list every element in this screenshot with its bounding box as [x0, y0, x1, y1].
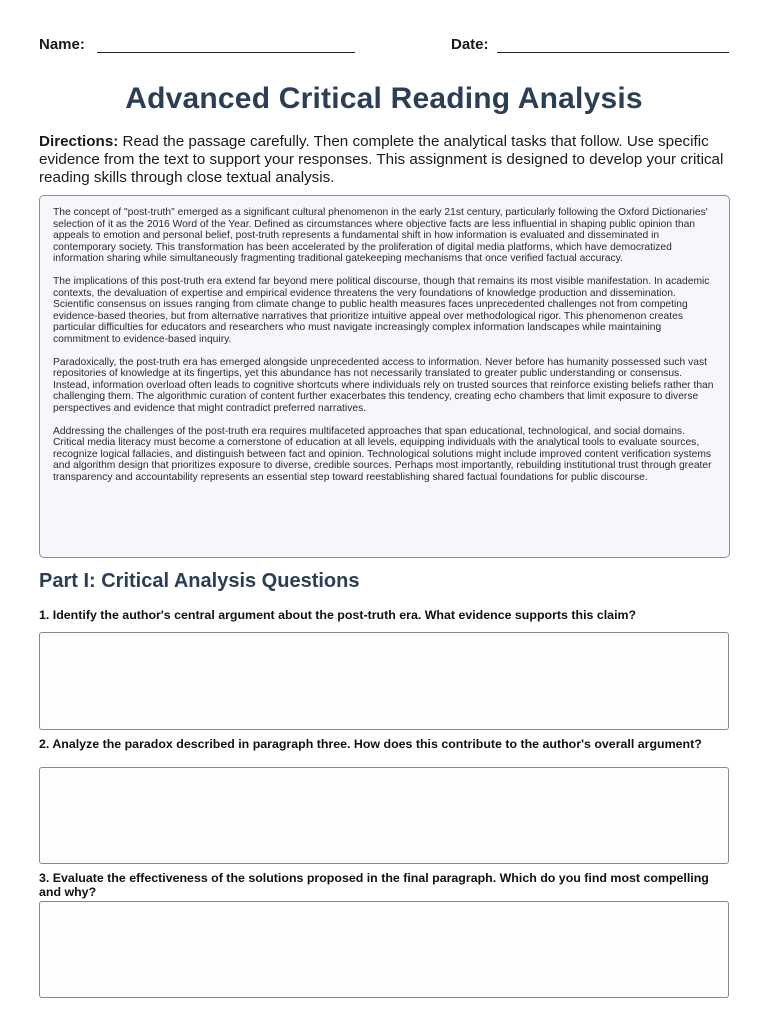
directions-text: Read the passage carefully. Then complete the analytical tasks that follow. Use specific evidence from the text to support your responses. This assignment is designed to develop your critical reading skills through close textual analysis.	[39, 133, 724, 186]
page-title: Advanced Critical Reading Analysis	[125, 82, 643, 115]
passage-box	[39, 195, 730, 558]
directions-label: Directions:	[39, 133, 119, 150]
name-line[interactable]	[97, 52, 355, 53]
passage-paragraph-4: Addressing the challenges of the post-truth era requires multifaceted approaches that span educational, technological, and social domains. Critical media literacy must become a cornerstone of education at all levels, equipping individuals with the analytical tools to evaluate sources, recognize logical fallacies, and distinguish between fact and opinion. Technological solutions might include improved content verification systems and algorithm design that prioritizes exposure to diverse, credible sources. Perhaps most importantly, rebuilding institutional trust through greater transparency and accountability represents an essential step toward reestablishing shared factual foundations for public discourse.	[53, 425, 712, 483]
passage-paragraph-3: Paradoxically, the post-truth era has emerged alongside unprecedented access to information. Never before has humanity possessed such vast repositories of knowledge at its fingertips, yet this abundance has not necessarily translated to greater public understanding or consensus. Instead, information overload often leads to cognitive shortcuts where individuals rely on trusted sources that reinforce existing beliefs rather than challenging them. The algorithmic curation of content further exacerbates this tendency, creating echo chambers that limit exposure to diverse perspectives and evidence that might contradict preferred narratives.	[53, 356, 714, 414]
date-line[interactable]	[497, 52, 729, 53]
answer-box-3[interactable]	[39, 901, 729, 998]
section-title: Part I: Critical Analysis Questions	[39, 570, 360, 592]
passage-paragraph-1: The concept of "post-truth" emerged as a significant cultural phenomenon in the early 21st century, particularly following the Oxford Dictionaries' selection of it as the 2016 Word of the Year. Defined as circumstances where objective facts are less influential in shaping public opinion than appeals to emotion and personal belief, post-truth represents a fundamental shift in how information is evaluated and disseminated in contemporary society. This transformation has been accelerated by the proliferation of digital media platforms, which have democratized information sharing while simultaneously fragmenting traditional gatekeeping mechanisms that once verified factual accuracy.	[53, 207, 708, 265]
question-3: 3. Evaluate the effectiveness of the solutions proposed in the final paragraph. Which do you find most compelling and why?	[39, 871, 709, 899]
question-1: 1. Identify the author's central argument about the post-truth era. What evidence supports this claim?	[39, 608, 637, 622]
question-2: 2. Analyze the paradox described in paragraph three. How does this contribute to the author's overall argument?	[39, 737, 702, 751]
answer-box-1[interactable]	[39, 632, 729, 730]
name-label: Name:	[39, 36, 85, 53]
passage-paragraph-2: The implications of this post-truth era extend far beyond mere political discourse, though that remains its most visible manifestation. In academic contexts, the devaluation of expertise and empirical evidence threatens the very foundations of knowledge production and dissemination. Scientific consensus on issues ranging from climate change to public health measures faces unprecedented challenges not from competing evidence-based theories, but from alternative narratives that prioritize intuitive appeal over methodological rigor. This phenomenon creates particular difficulties for educators and researchers who must navigate increasingly complex information landscapes while maintaining commitment to evidence-based inquiry.	[53, 275, 710, 345]
date-label: Date:	[451, 36, 489, 53]
header-row	[39, 34, 729, 54]
directions	[39, 133, 729, 187]
answer-box-2[interactable]	[39, 767, 729, 864]
